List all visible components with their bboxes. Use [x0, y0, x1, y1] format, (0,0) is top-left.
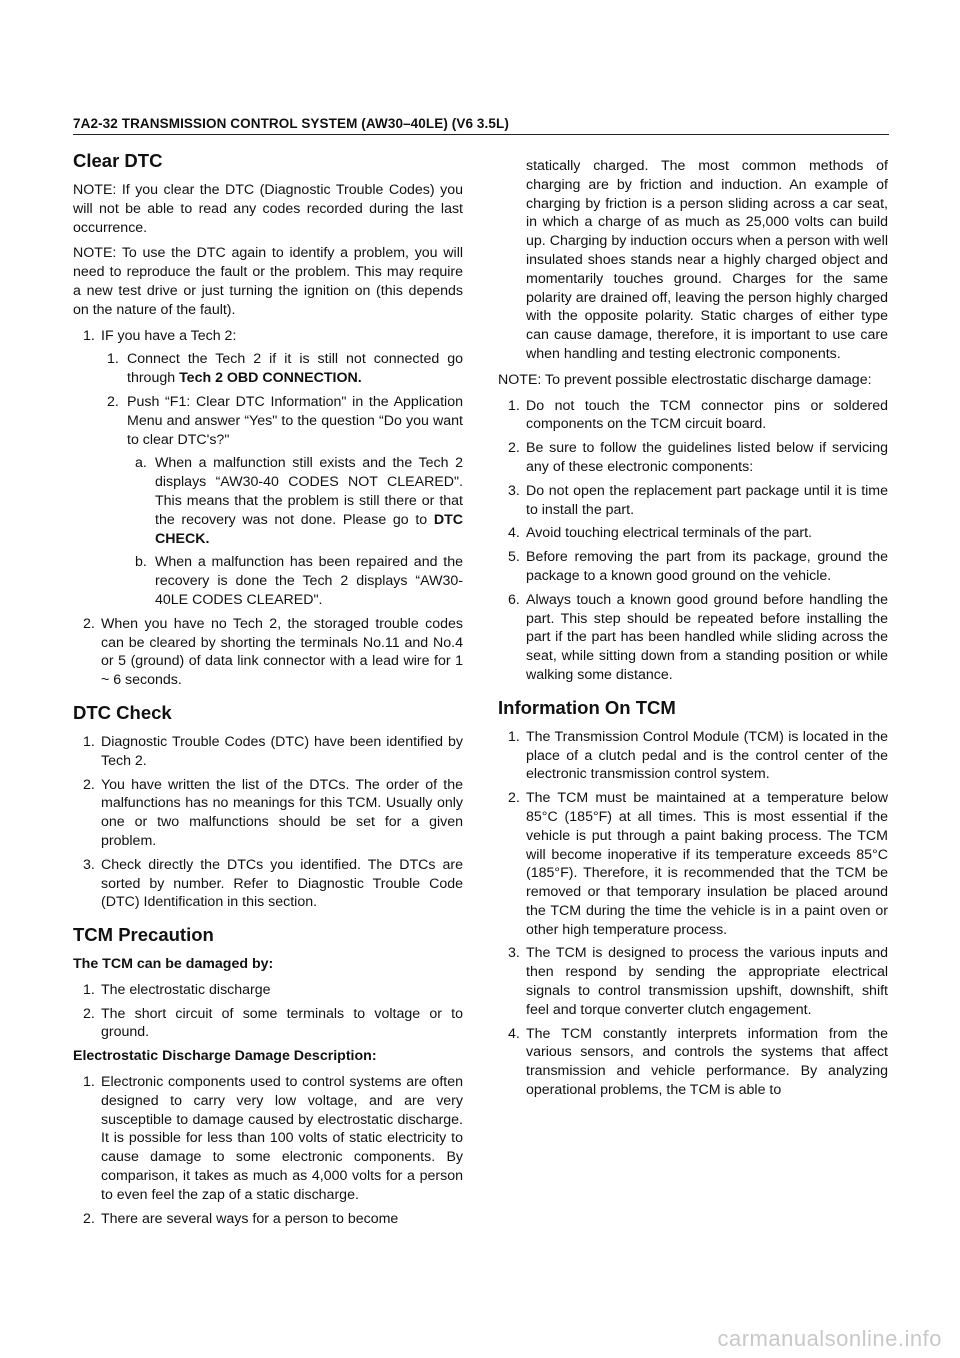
esd-continued-text: statically charged. The most common methods of charging are by friction and induction. An example of charging by friction is a person sliding across a car seat, in which a charge of as much as 25,000 volts can build up. Charging by induction occurs when a person with well insulated shoes stands near a highly charged object and momentarily touches ground. Charges for the same polarity are drained off, leaving the person highly charged with the opposite polarity. Static charges of either type can cause damage, therefore, it is important to use care when handling and testing electronic components. — [526, 158, 888, 362]
list-item — [73, 350, 463, 388]
list-item — [498, 728, 888, 784]
item-text: The short circuit of some terminals to voltage or to ground. — [101, 1005, 463, 1041]
item-number: 2. — [83, 615, 95, 632]
item-number: 1. — [508, 728, 520, 745]
item-text: The TCM is designed to process the various inputs and then respond by sending the appropriate electrical signals to control transmission upshift, downshift, shift feel and torque converter clutch engagement. — [526, 945, 888, 1018]
item-number: 5. — [508, 549, 520, 566]
note-esd-prevention: NOTE: To prevent possible electrostatic discharge damage: — [498, 371, 872, 388]
list-item — [73, 327, 463, 346]
list-item — [498, 1025, 888, 1100]
list-item — [498, 524, 888, 543]
item-text: When a malfunction still exists and the Tech 2 displays “AW30-40 CODES NOT CLEARED". This means that the problem is still there or that the recovery was not done. Please go to — [155, 455, 463, 528]
item-text: IF you have a Tech 2: — [101, 327, 237, 344]
subheading-esd: Electrostatic Discharge Damage Description: — [73, 1048, 377, 1065]
item-text: Always touch a known good ground before handling the part. This step should be repeated before installing the part if the part has been handled while sliding across the seat, while sitting down from a standing position or while walking some distance. — [526, 591, 888, 683]
item-text: The TCM constantly interprets information from the various sensors, and controls the systems that affect transmission and vehicle performance. By analyzing operational problems, the TCM is able to — [526, 1025, 888, 1099]
item-text: Do not touch the TCM connector pins or soldered components on the TCM circuit board. — [526, 397, 888, 433]
list-item — [498, 482, 888, 520]
item-text: The electrostatic discharge — [101, 981, 271, 998]
list-item — [498, 439, 888, 477]
item-text: Electronic components used to control systems are often designed to carry very low voltage, and are very susceptible to damage caused by electrostatic discharge. It is possible for less than 100 volts of static electricity to cause damage to some electronic components. By comparison, it takes as much as 4,000 volts for a person to even feel the zap of a static discharge. — [101, 1074, 463, 1203]
list-item — [73, 615, 463, 690]
item-number: 4. — [508, 525, 520, 542]
item-number: 1. — [83, 1074, 95, 1091]
list-item — [73, 1005, 463, 1043]
watermark: carmanualsonline.info — [717, 1326, 942, 1351]
list-item — [73, 733, 463, 771]
left-column — [73, 150, 463, 1233]
item-number: 2. — [107, 393, 119, 410]
item-number: 2. — [83, 1005, 95, 1022]
list-item — [73, 454, 463, 548]
item-number: 2. — [83, 1210, 95, 1227]
list-item — [498, 397, 888, 435]
item-number: 3. — [508, 945, 520, 962]
item-text: You have written the list of the DTCs. The order of the malfunctions has no meanings for this TCM. Usually only one or two malfunctions should be set for a given problem. — [101, 776, 463, 849]
item-text: Push “F1: Clear DTC Information" in the Application Menu and answer “Yes" to the question “Do you want to clear DTC's?" — [127, 393, 463, 448]
header-rule — [73, 134, 889, 135]
item-number: a. — [135, 455, 147, 472]
heading-tcm-precaution: TCM Precaution — [73, 924, 214, 946]
note-clear-dtc-2: NOTE: To use the DTC again to identify a problem, you will need to reproduce the fault or the problem. This may require a new test drive or just turning the ignition on (this depends on the nature of the fault). — [73, 245, 463, 318]
item-number: 1. — [83, 981, 95, 998]
item-text: When a malfunction has been repaired and the recovery is done the Tech 2 displays “AW30-40LE CODES CLEARED". — [155, 554, 463, 608]
list-item — [498, 548, 888, 586]
page-header: 7A2-32 TRANSMISSION CONTROL SYSTEM (AW30–40LE) (V6 3.5L) — [73, 116, 509, 131]
item-text: The Transmission Control Module (TCM) is located in the place of a clutch pedal and is the control center of the electronic transmission control system. — [526, 728, 888, 783]
list-item — [73, 553, 463, 609]
list-item — [498, 789, 888, 939]
item-text: When you have no Tech 2, the storaged trouble codes can be cleared by shorting the terminals No.11 and No.4 or 5 (ground) of data link connector with a lead wire for 1 ~ 6 seconds. — [101, 615, 463, 689]
item-number: 4. — [508, 1025, 520, 1042]
item-text: There are several ways for a person to become — [101, 1210, 399, 1227]
item-number: 3. — [508, 482, 520, 499]
item-text: Be sure to follow the guidelines listed below if servicing any of these electronic components: — [526, 440, 888, 475]
list-item — [73, 393, 463, 449]
item-text: Do not open the replacement part package until it is time to install the part. — [526, 482, 888, 518]
heading-information-on-tcm: Information On TCM — [498, 696, 676, 718]
item-number: 3. — [83, 856, 95, 873]
item-number: b. — [135, 554, 147, 571]
item-number: 2. — [83, 776, 95, 793]
note-clear-dtc-1: NOTE: If you clear the DTC (Diagnostic Trouble Codes) you will not be able to read any codes recorded during the last occurrence. — [73, 182, 463, 236]
cross-reference: Tech 2 OBD CONNECTION. — [179, 370, 362, 387]
list-item — [73, 856, 463, 912]
subheading-damage: The TCM can be damaged by: — [73, 956, 274, 973]
item-number: 1. — [83, 327, 95, 344]
list-item — [73, 776, 463, 851]
list-item — [498, 591, 888, 685]
cross-reference: DTC CHECK. — [155, 511, 463, 547]
item-text: Diagnostic Trouble Codes (DTC) have been identified by Tech 2. — [101, 733, 463, 769]
item-number: 1. — [107, 351, 119, 368]
heading-clear-dtc: Clear DTC — [73, 150, 163, 171]
item-number: 6. — [508, 591, 520, 608]
item-number: 1. — [83, 733, 95, 750]
heading-dtc-check: DTC Check — [73, 701, 172, 723]
item-number: 2. — [508, 790, 520, 807]
item-text: Check directly the DTCs you identified. The DTCs are sorted by number. Refer to Diagnostic Trouble Code (DTC) Identification in this section. — [101, 856, 463, 911]
list-item — [73, 1210, 463, 1229]
item-number: 1. — [508, 397, 520, 414]
list-item — [73, 1073, 463, 1205]
item-text: Before removing the part from its package, ground the package to a known good ground on the vehicle. — [526, 549, 888, 584]
item-text: Connect the Tech 2 if it is still not connected go through — [127, 351, 463, 387]
list-item — [498, 944, 888, 1019]
right-column — [498, 157, 888, 1105]
item-number: 2. — [508, 440, 520, 457]
item-text: Avoid touching electrical terminals of the part. — [526, 525, 813, 542]
item-text: The TCM must be maintained at a temperature below 85°C (185°F) at all times. This is most essential if the vehicle is put through a paint baking process. The TCM will become inoperative if its temperature exceeds 85°C (185°F). Therefore, it is recommended that the TCM be removed or that temporary insulation be placed around the TCM during the time the vehicle is in a paint oven or other high temperature process. — [526, 790, 888, 938]
list-item — [73, 981, 463, 1000]
